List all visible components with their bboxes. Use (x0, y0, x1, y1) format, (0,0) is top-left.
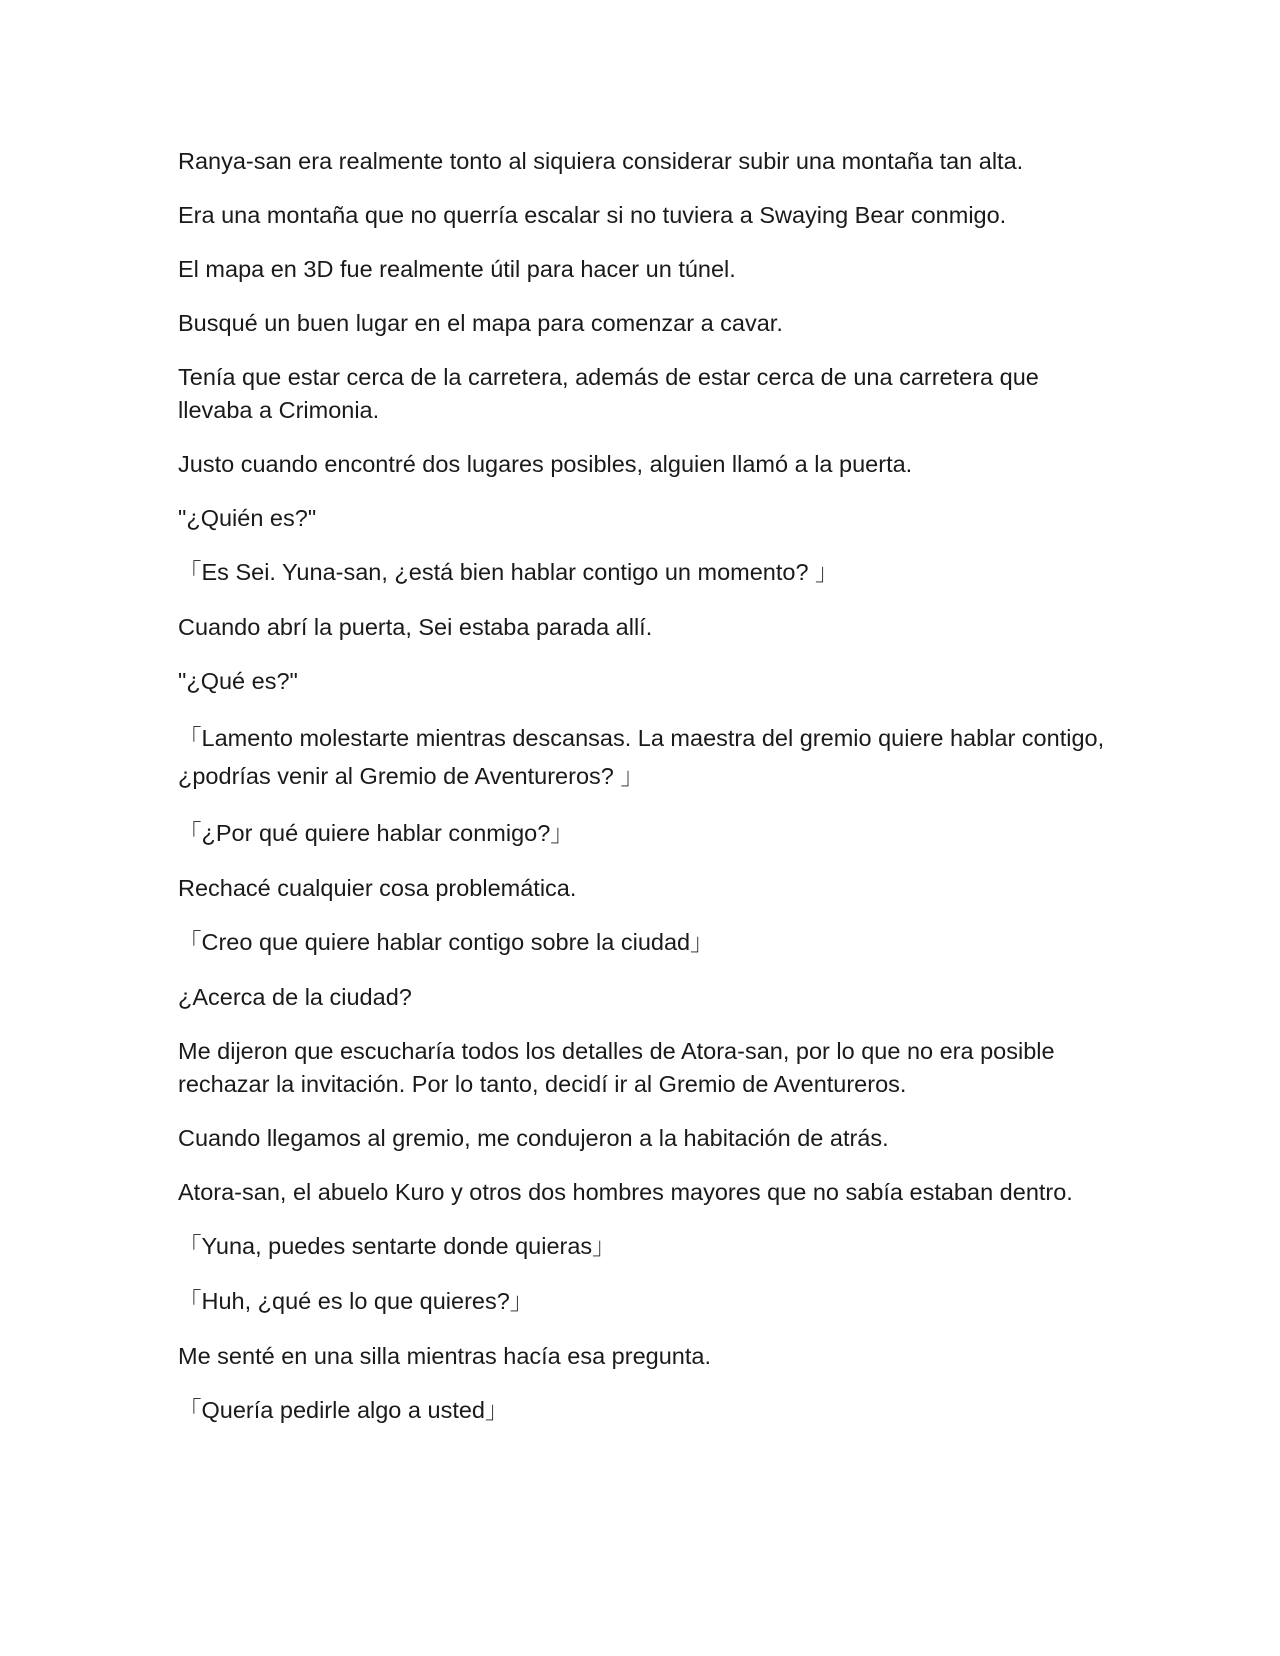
paragraph: ¿Acerca de la ciudad? (178, 984, 412, 1010)
paragraph: Atora-san, el abuelo Kuro y otros dos hombres mayores que no sabía estaban dentro. (178, 1179, 1073, 1205)
paragraph: Busqué un buen lugar en el mapa para comenzar a cavar. (178, 310, 783, 336)
paragraph: Tenía que estar cerca de la carretera, además de estar cerca de una carretera que llevaba a Crimonia. (178, 364, 1039, 423)
paragraph: El mapa en 3D fue realmente útil para hacer un túnel. (178, 256, 736, 282)
paragraph: Era una montaña que no querría escalar si no tuviera a Swaying Bear conmigo. (178, 202, 1007, 228)
paragraph: Ranya-san era realmente tonto al siquiera considerar subir una montaña tan alta. (178, 148, 1024, 174)
dialogue-line: 「Quería pedirle algo a usted」 (178, 1397, 509, 1423)
document-body (178, 145, 1118, 1449)
paragraph: Justo cuando encontré dos lugares posibles, alguien llamó a la puerta. (178, 451, 913, 477)
dialogue-line: 「Yuna, puedes sentarte donde quieras」 (178, 1233, 616, 1259)
paragraph: Me senté en una silla mientras hacía esa pregunta. (178, 1343, 711, 1369)
dialogue-line: 「Lamento molestarte mientras descansas. La maestra del gremio quiere hablar contigo, ¿podrías venir al Gremio de Aventureros? 」 (178, 725, 1105, 789)
paragraph: Rechacé cualquier cosa problemática. (178, 875, 577, 901)
dialogue-line: 「Creo que quiere hablar contigo sobre la ciudad」 (178, 929, 714, 955)
paragraph: "¿Quién es?" (178, 505, 317, 531)
dialogue-line: 「Es Sei. Yuna-san, ¿está bien hablar contigo un momento? 」 (178, 559, 839, 585)
paragraph: Me dijeron que escucharía todos los detalles de Atora-san, por lo que no era posible rechazar la invitación. Por lo tanto, decidí ir al Gremio de Aventureros. (178, 1038, 1055, 1097)
paragraph: "¿Qué es?" (178, 668, 298, 694)
dialogue-line: 「Huh, ¿qué es lo que quieres?」 (178, 1288, 534, 1314)
paragraph: Cuando abrí la puerta, Sei estaba parada allí. (178, 614, 653, 640)
paragraph: Cuando llegamos al gremio, me condujeron a la habitación de atrás. (178, 1125, 889, 1151)
dialogue-line: 「¿Por qué quiere hablar conmigo?」 (178, 820, 574, 846)
